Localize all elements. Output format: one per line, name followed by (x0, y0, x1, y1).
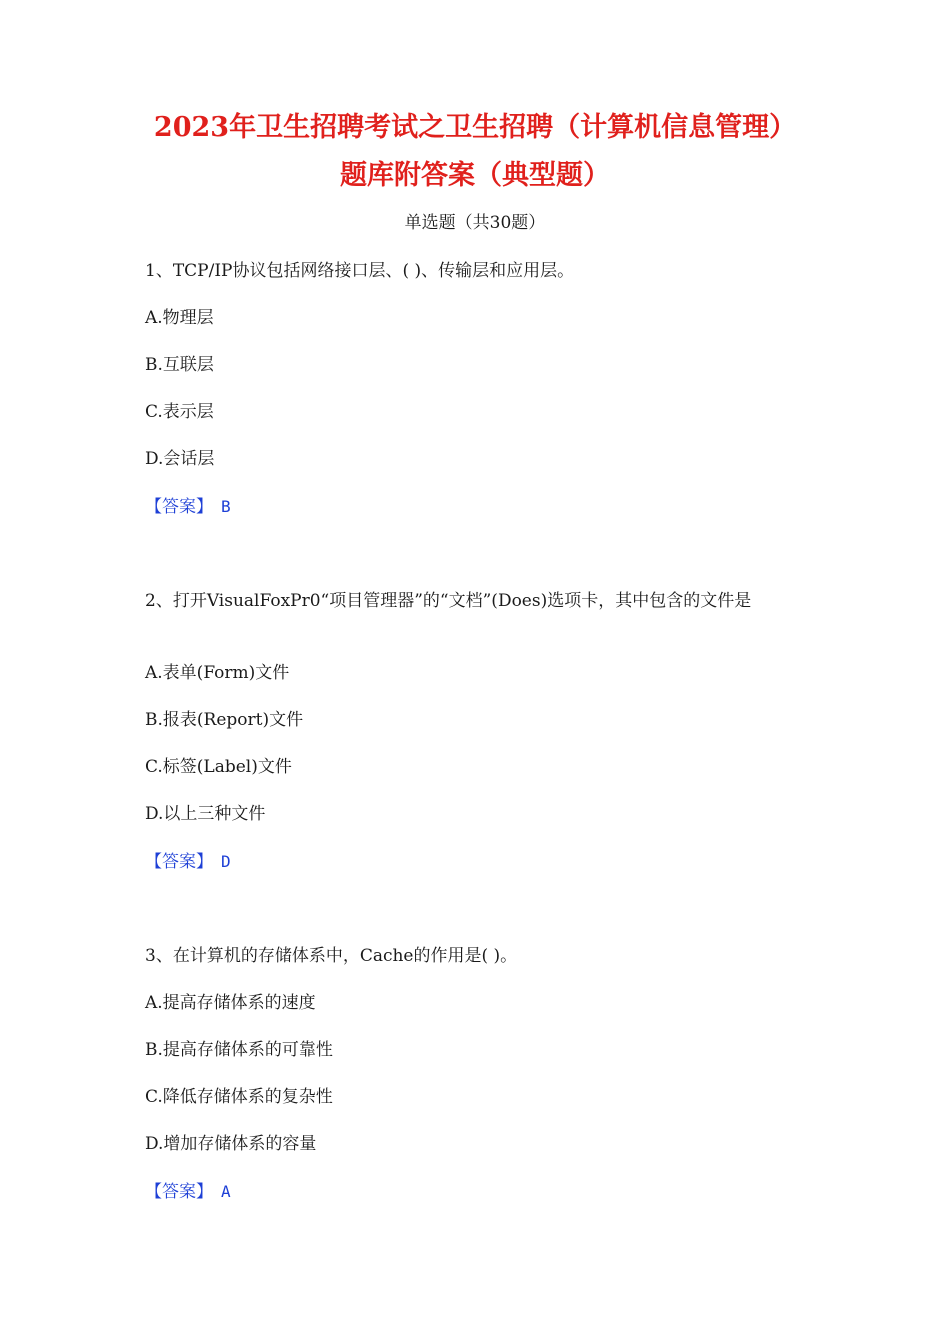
question-1-option-a: A.物理层 (145, 308, 214, 328)
question-2-option-a: A.表单(Form)文件 (145, 663, 290, 683)
answer-label: 【答案】 (145, 1182, 213, 1202)
question-3-option-c: C.降低存储体系的复杂性 (145, 1087, 333, 1107)
question-1-option-b: B.互联层 (145, 355, 214, 375)
question-1-stem: 1、TCP/IP协议包括网络接口层、( )、传输层和应用层。 (145, 261, 575, 281)
question-1-option-d: D.会话层 (145, 449, 215, 469)
question-2-stem: 2、打开VisualFoxPr0“项目管理器”的“文档”(Does)选项卡，其中包含的文件是 (145, 591, 752, 611)
question-3-stem: 3、在计算机的存储体系中，Cache的作用是( )。 (145, 946, 518, 966)
question-1-option-c: C.表示层 (145, 402, 214, 422)
question-2-option-d: D.以上三种文件 (145, 804, 266, 824)
question-3-option-b: B.提高存储体系的可靠性 (145, 1040, 333, 1060)
question-2-answer (145, 849, 810, 875)
document-title: 2023年卫生招聘考试之卫生招聘（计算机信息管理）题库附答案（典型题） (153, 112, 797, 191)
question-1-answer (145, 494, 810, 520)
answer-label: 【答案】 (145, 497, 213, 517)
question-3-option-d: D.增加存储体系的容量 (145, 1134, 317, 1154)
answer-label: 【答案】 (145, 852, 213, 872)
question-3-option-a: A.提高存储体系的速度 (145, 993, 316, 1013)
section-heading: 单选题（共30题） (404, 213, 546, 233)
question-2-option-c: C.标签(Label)文件 (145, 757, 292, 777)
question-3-answer (145, 1179, 810, 1205)
answer-value: B (221, 497, 231, 516)
answer-value: A (221, 1182, 231, 1201)
answer-value: D (221, 852, 231, 871)
question-2-option-b: B.报表(Report)文件 (145, 710, 304, 730)
